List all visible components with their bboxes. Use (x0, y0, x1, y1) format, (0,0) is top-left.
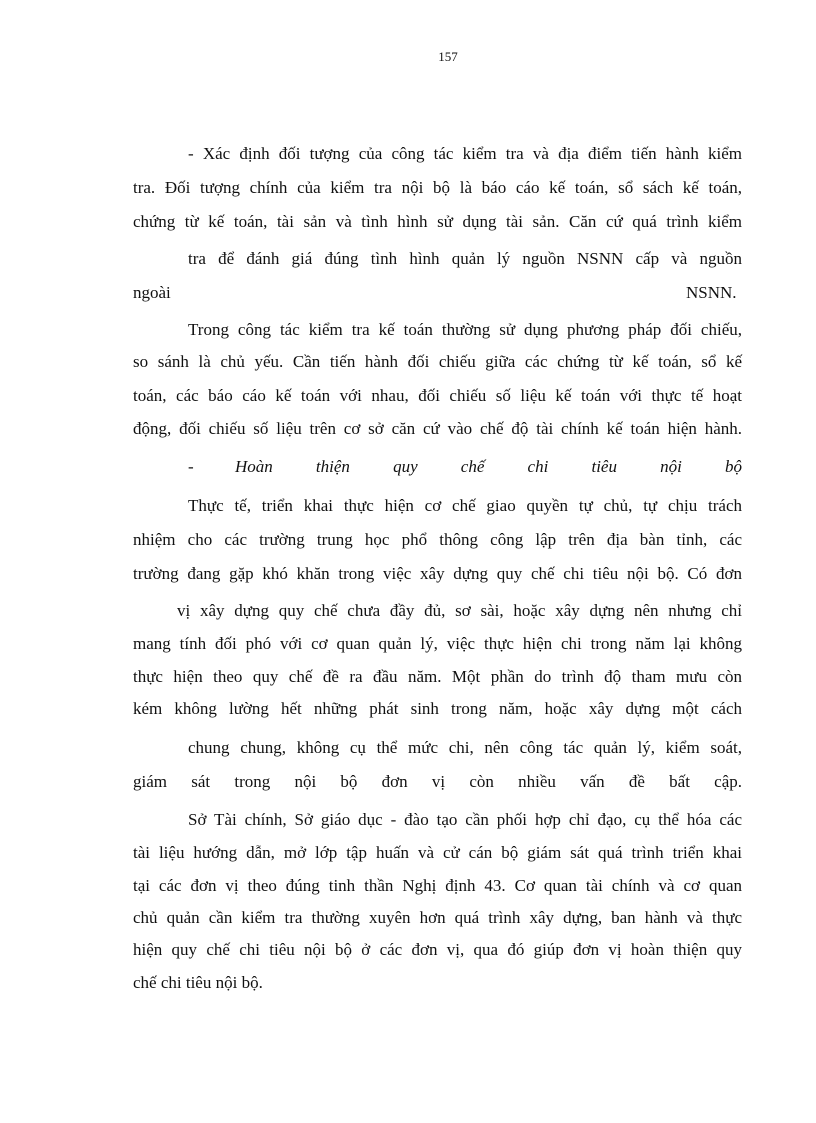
text-line: NSNN. (686, 283, 737, 302)
text-line: Thực tế, triển khai thực hiện cơ chế giao quyền tự chủ, tự chịu trách (188, 496, 742, 515)
text-line: kém không lường hết những phát sinh trong năm, hoặc xây dựng một cách (133, 699, 742, 718)
text-line: chung chung, không cụ thể mức chi, nên công tác quản lý, kiểm soát, (188, 738, 742, 757)
text-line: vị xây dựng quy chế chưa đầy đủ, sơ sài, hoặc xây dựng nên nhưng chỉ (177, 601, 742, 620)
text-line: toán, các báo cáo kế toán với nhau, đối chiếu số liệu kế toán với thực tế hoạt (133, 386, 742, 405)
text-line: chủ quản cần kiểm tra thường xuyên hơn quá trình xây dựng, ban hành và thực (133, 908, 742, 927)
text-line: ngoài (133, 283, 171, 302)
text-line: mang tính đối phó với cơ quan quản lý, việc thực hiện chi trong năm lại không (133, 634, 742, 653)
text-line: so sánh là chủ yếu. Cần tiến hành đối chiếu giữa các chứng từ kế toán, sổ kế (133, 352, 742, 371)
text-line: động, đối chiếu số liệu trên cơ sở căn cứ vào chế độ tài chính kế toán hiện hành. (133, 419, 742, 438)
text-line: tại các đơn vị theo đúng tinh thần Nghị định 43. Cơ quan tài chính và cơ quan (133, 876, 742, 895)
text-line: tài liệu hướng dẫn, mở lớp tập huấn và cử cán bộ giám sát quá trình triển khai (133, 843, 742, 862)
text-line: tra. Đối tượng chính của kiểm tra nội bộ là báo cáo kế toán, sổ sách kế toán, (133, 178, 742, 197)
text-line: giám sát trong nội bộ đơn vị còn nhiều vấn đề bất cập. (133, 772, 742, 791)
heading-dash: - (188, 457, 194, 476)
text-line: hiện quy chế chi tiêu nội bộ ở các đơn vị, qua đó giúp đơn vị hoàn thiện quy (133, 940, 742, 959)
text-line: nhiệm cho các trường trung học phổ thông công lập trên địa bàn tỉnh, các (133, 530, 742, 549)
text-line: tra để đánh giá đúng tình hình quản lý nguồn NSNN cấp và nguồn (188, 249, 742, 268)
section-heading: Hoàn thiện quy chế chi tiêu nội bộ (235, 457, 742, 476)
text-line: chế chi tiêu nội bộ. (133, 973, 263, 992)
text-line: Trong công tác kiểm tra kế toán thường sử dụng phương pháp đối chiếu, (188, 320, 742, 339)
text-line: thực hiện theo quy chế đề ra đầu năm. Một phần do trình độ tham mưu còn (133, 667, 742, 686)
text-line: Sở Tài chính, Sở giáo dục - đào tạo cần phối hợp chỉ đạo, cụ thể hóa các (188, 810, 742, 829)
text-line: - Xác định đối tượng của công tác kiểm tra và địa điểm tiến hành kiểm (188, 144, 742, 163)
text-line: trường đang gặp khó khăn trong việc xây dựng quy chế chi tiêu nội bộ. Có đơn (133, 564, 742, 583)
page-number: 157 (438, 49, 458, 64)
text-line: chứng từ kế toán, tài sản và tình hình sử dụng tài sản. Căn cứ quá trình kiểm (133, 212, 742, 231)
